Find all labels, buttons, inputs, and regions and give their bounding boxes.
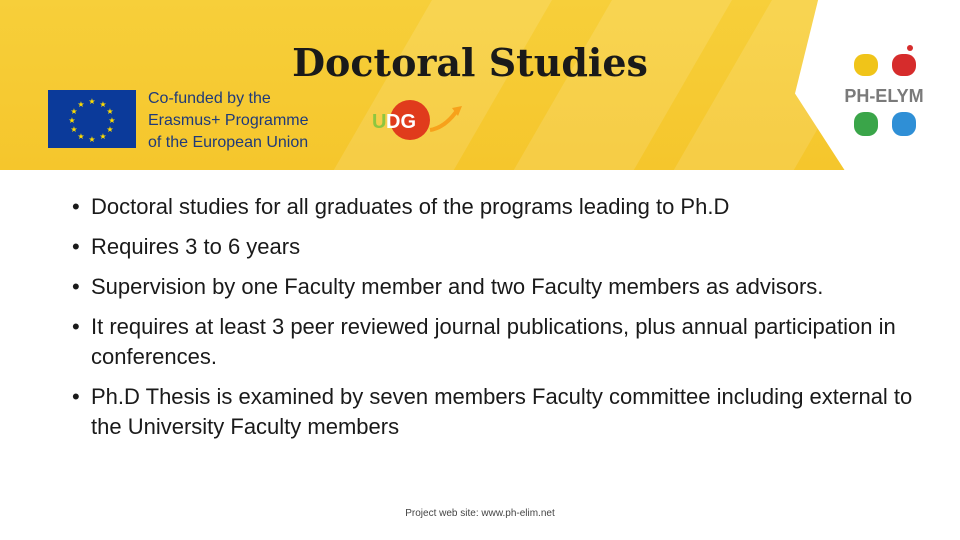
bullet-icon: • (72, 384, 80, 409)
slide-title: Doctoral Studies (292, 40, 648, 85)
list-item (72, 382, 932, 442)
bullet-icon: • (72, 314, 80, 339)
svg-text:★: ★ (77, 100, 85, 109)
svg-text:★: ★ (108, 116, 116, 125)
list-item (72, 312, 932, 372)
bullet-icon: • (72, 274, 80, 299)
bullet-text: Doctoral studies for all graduates of the programs leading to Ph.D (91, 194, 730, 219)
footer-project-site: Project web site: www.ph-elim.net (405, 508, 555, 519)
bullet-icon: • (72, 234, 80, 259)
svg-text:★: ★ (106, 107, 114, 116)
svg-text:★: ★ (68, 116, 76, 125)
svg-text:PH-ELYM: PH-ELYM (844, 86, 924, 106)
bullet-list (72, 192, 932, 452)
svg-text:★: ★ (106, 125, 114, 134)
eu-cofunded-text (148, 88, 309, 154)
svg-text:DG: DG (386, 111, 416, 133)
list-item (72, 192, 932, 222)
svg-text:★: ★ (70, 125, 78, 134)
bullet-text: Requires 3 to 6 years (91, 234, 301, 259)
bullet-text: Ph.D Thesis is examined by seven members Faculty committee including external to the University Faculty members (91, 384, 913, 439)
eu-text-line: Co-funded by the (148, 90, 271, 107)
eu-text-line: Erasmus+ Programme (148, 112, 309, 129)
bullet-text: It requires at least 3 peer reviewed journal publications, plus annual participation in conferences. (91, 314, 896, 369)
list-item (72, 232, 932, 262)
bullet-icon: • (72, 194, 80, 219)
svg-text:★: ★ (88, 135, 96, 144)
list-item (72, 272, 932, 302)
svg-text:★: ★ (99, 100, 107, 109)
svg-text:★: ★ (99, 132, 107, 141)
udg-logo (362, 98, 472, 148)
svg-text:★: ★ (77, 132, 85, 141)
header-banner (0, 0, 960, 170)
eu-flag-icon (48, 90, 136, 148)
bullet-text: Supervision by one Faculty member and two Faculty members as advisors. (91, 274, 824, 299)
ph-elym-logo (830, 40, 940, 150)
svg-text:★: ★ (88, 97, 96, 106)
svg-text:★: ★ (70, 107, 78, 116)
eu-text-line: of the European Union (148, 134, 309, 151)
svg-text:U: U (372, 111, 387, 133)
